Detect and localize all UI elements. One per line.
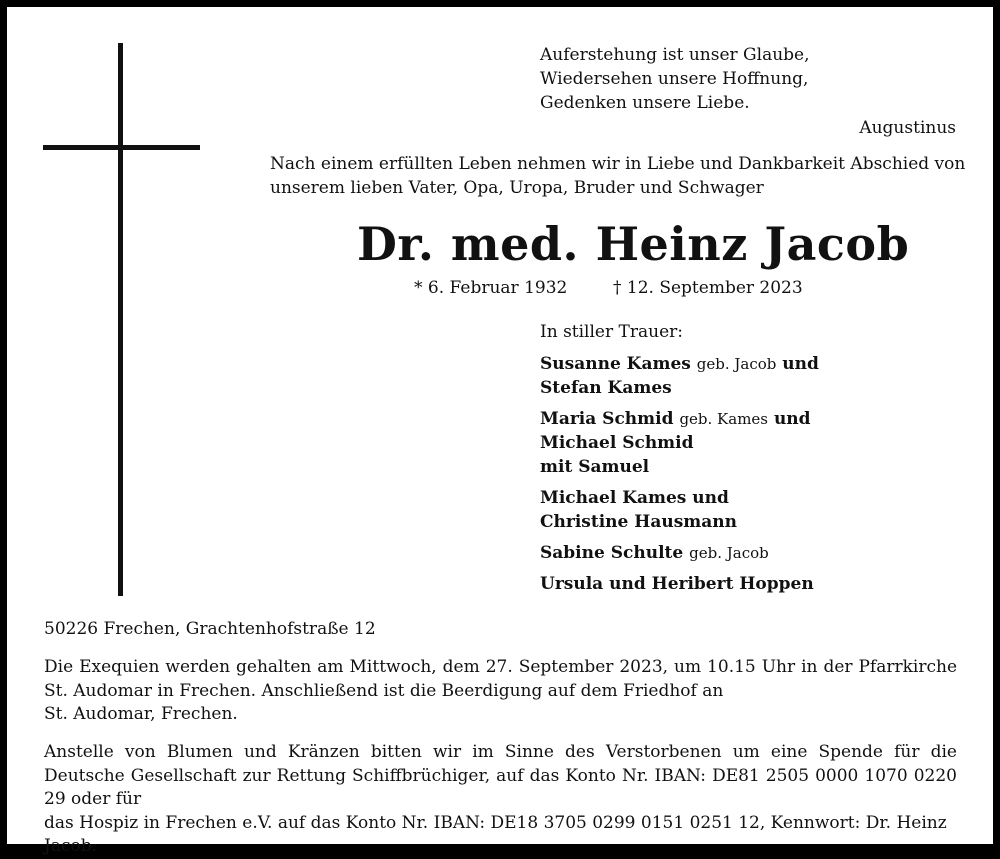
funeral-paragraph — [44, 656, 957, 727]
address: 50226 Frechen, Grachtenhofstraße 12 — [44, 619, 376, 639]
quote-line-2: Wiedersehen unsere Hoffnung, — [540, 69, 809, 89]
mourner-line — [540, 542, 769, 565]
mourner-name: mit Samuel — [540, 457, 650, 477]
mourner-name: Michael Schmid — [540, 433, 694, 453]
mourner-name: Michael Kames und — [540, 488, 729, 508]
donation-text: Anstelle von Blumen und Kränzen bitten wir im Sinne des Verstorbenen um eine Spende für die Deutsche Gesellschaft zur Rettung Schiffbrüchiger, auf das Konto Nr. IBAN: DE81 2505 0000 1070 0220 29 oder für — [44, 742, 957, 809]
quote-author: Augustinus — [859, 118, 956, 138]
birth-name-note: geb. Kames — [679, 410, 769, 428]
mourner-line — [540, 408, 811, 431]
intro-line-1: Nach einem erfüllten Leben nehmen wir in Liebe und Dankbarkeit Abschied von — [270, 154, 966, 174]
mourner-line — [540, 353, 819, 376]
cross-icon — [118, 43, 123, 596]
intro-line-2: unserem lieben Vater, Opa, Uropa, Bruder und Schwager — [270, 178, 764, 198]
mourners-heading: In stiller Trauer: — [540, 322, 683, 342]
mourner-name: Stefan Kames — [540, 378, 672, 398]
birth-name-note: geb. Jacob — [696, 355, 777, 373]
mourner-and: und — [782, 354, 819, 374]
obituary-card — [7, 7, 993, 856]
quote-line-3: Gedenken unsere Liebe. — [540, 93, 750, 113]
cross-icon-bar — [43, 145, 200, 150]
quote-line-1: Auferstehung ist unser Glaube, — [540, 45, 810, 65]
donation-text-end: das Hospiz in Frechen e.V. auf das Konto Nr. IBAN: DE18 3705 0299 0151 0251 12, Kennwort: Dr. Heinz Jacob. — [44, 812, 947, 856]
mourner-name: Susanne Kames — [540, 354, 691, 374]
deceased-name: Dr. med. Heinz Jacob — [357, 217, 910, 271]
mourner-and: und — [773, 409, 811, 429]
funeral-text-end: St. Audomar, Frechen. — [44, 704, 238, 724]
mourner-name: Ursula und Heribert Hoppen — [540, 574, 814, 594]
mourner-name: Christine Hausmann — [540, 512, 738, 532]
birth-date: * 6. Februar 1932 — [414, 278, 568, 298]
mourner-name: Maria Schmid — [540, 409, 674, 429]
funeral-text: Die Exequien werden gehalten am Mittwoch, dem 27. September 2023, um 10.15 Uhr in der Pfarrkirche St. Audomar in Frechen. Anschließend ist die Beerdigung auf dem Friedhof an — [44, 657, 957, 701]
mourner-name: Sabine Schulte — [540, 543, 684, 563]
birth-name-note: geb. Jacob — [689, 544, 769, 562]
donation-paragraph — [44, 741, 957, 859]
death-date: † 12. September 2023 — [613, 278, 803, 298]
